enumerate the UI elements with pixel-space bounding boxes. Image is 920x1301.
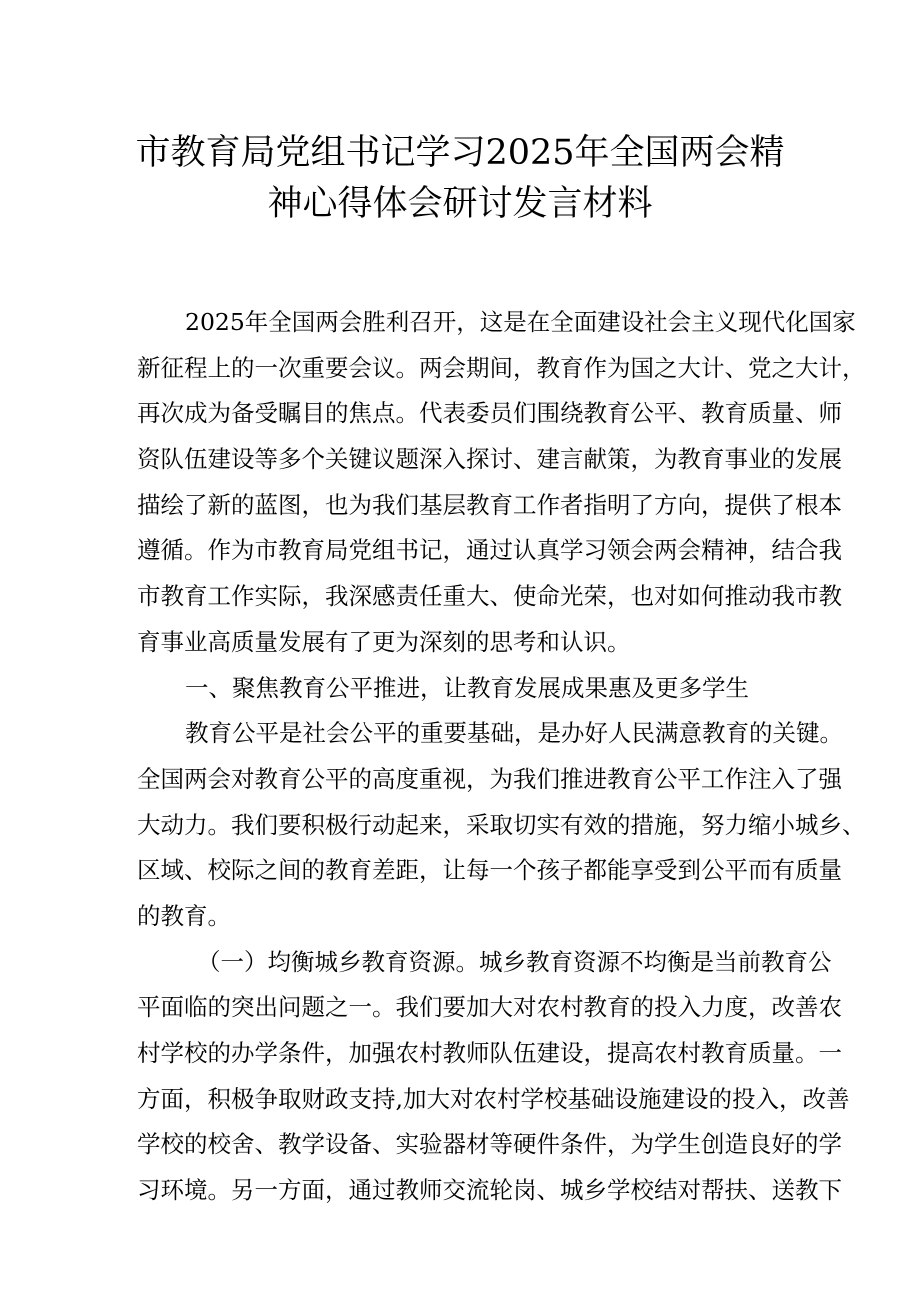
paragraph-line: 育事业高质量发展有了更为深刻的思考和认识。 — [137, 627, 631, 656]
paragraph-line: 区域、校际之间的教育差距，让每一个孩子都能享受到公平而有质量 — [137, 856, 842, 885]
paragraph-line: 平面临的突出问题之一。我们要加大对农村教育的投入力度，改善农 — [137, 993, 842, 1022]
section-heading: 一、聚焦教育公平推进，让教育发展成果惠及更多学生 — [185, 673, 749, 702]
paragraph-line: 新征程上的一次重要会议。两会期间，教育作为国之大计、党之大计， — [137, 353, 866, 382]
paragraph-line: 学校的校舍、教学设备、实验器材等硬件条件，为学生创造良好的学 — [137, 1130, 842, 1159]
paragraph-line: 教育公平是社会公平的重要基础，是办好人民满意教育的关键。 — [185, 719, 843, 748]
document-title — [100, 128, 820, 230]
paragraph-line: 全国两会对教育公平的高度重视，为我们推进教育公平工作注入了强 — [137, 764, 842, 793]
paragraph-line: 市教育工作实际，我深感责任重大、使命光荣，也对如何推动我市教 — [137, 582, 842, 611]
document-body — [137, 300, 866, 1214]
paragraph-line: 2025年全国两会胜利召开，这是在全面建设社会主义现代化国家 — [185, 308, 856, 336]
paragraph-line: 再次成为备受瞩目的焦点。代表委员们围绕教育公平、教育质量、师 — [137, 399, 842, 428]
title-line-1: 市教育局党组书记学习2025年全国两会精 — [135, 133, 785, 173]
paragraph-line: 习环境。另一方面，通过教师交流轮岗、城乡学校结对帮扶、送教下 — [137, 1176, 842, 1205]
paragraph-line: （一）均衡城乡教育资源。城乡教育资源不均衡是当前教育公 — [197, 947, 832, 976]
paragraph-line: 遵循。作为市教育局党组书记，通过认真学习领会两会精神，结合我 — [137, 536, 842, 565]
paragraph-line: 大动力。我们要积极行动起来，采取切实有效的措施，努力缩小城乡、 — [137, 810, 866, 839]
title-line-2: 神心得体会研讨发言材料 — [267, 184, 653, 224]
paragraph-line: 方面，积极争取财政支持,加大对农村学校基础设施建设的投入，改善 — [137, 1084, 850, 1113]
paragraph-line: 资队伍建设等多个关键议题深入探讨、建言献策，为教育事业的发展 — [137, 445, 842, 474]
paragraph-line: 描绘了新的蓝图，也为我们基层教育工作者指明了方向，提供了根本 — [137, 490, 842, 519]
paragraph-line: 村学校的办学条件，加强农村教师队伍建设，提高农村教育质量。一 — [137, 1039, 842, 1067]
paragraph-line: 的教育。 — [137, 901, 231, 930]
